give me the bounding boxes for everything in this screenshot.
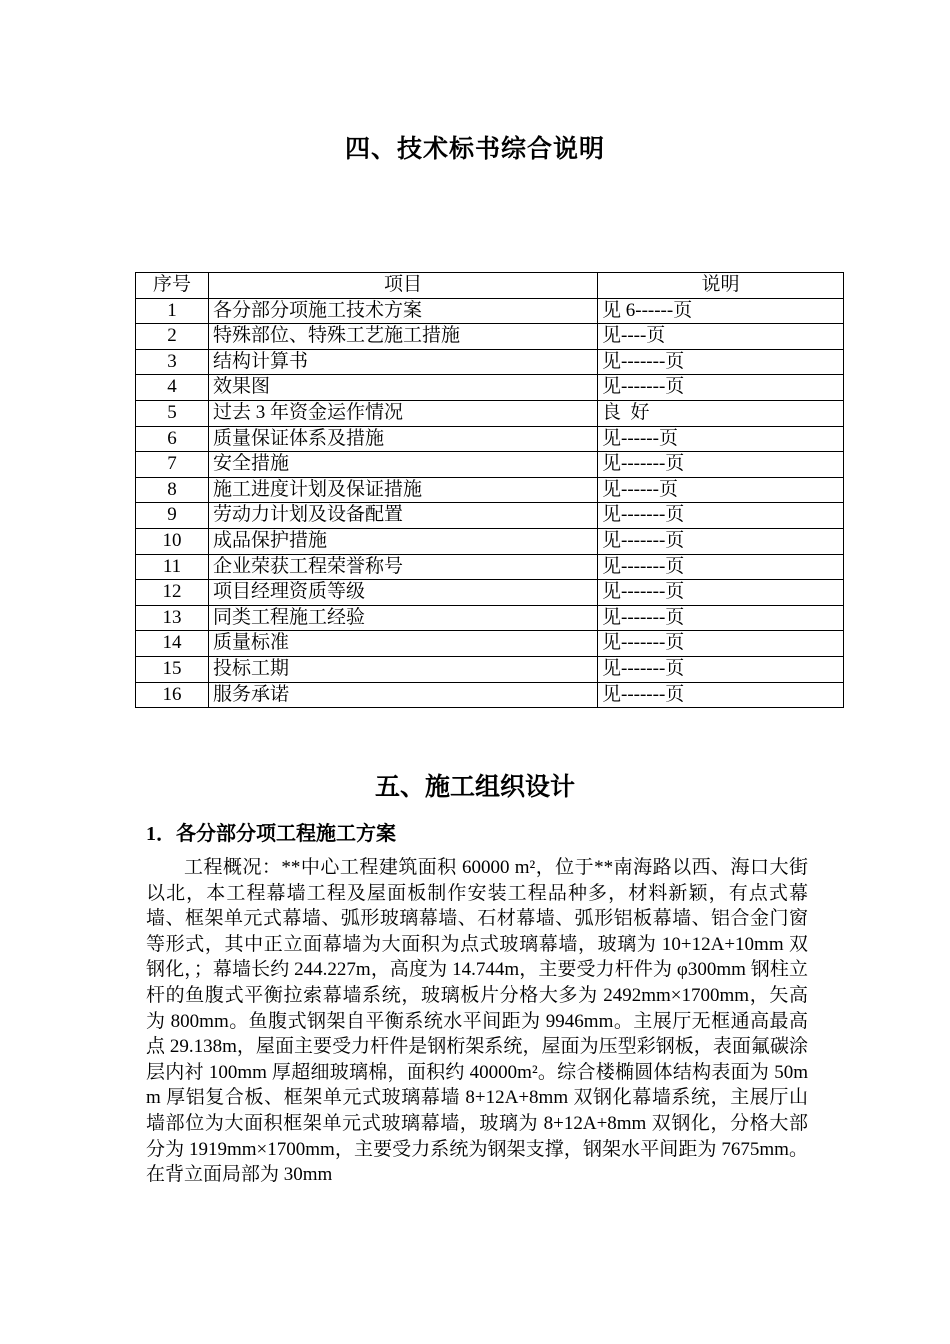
row-note: 见-------页	[598, 375, 844, 401]
table-row	[136, 375, 844, 401]
table-header-row	[136, 273, 844, 299]
table-row	[136, 426, 844, 452]
row-number: 8	[136, 477, 209, 503]
table-row	[136, 452, 844, 478]
row-number: 7	[136, 452, 209, 478]
row-item: 结构计算书	[209, 349, 598, 375]
row-number: 10	[136, 528, 209, 554]
row-item: 企业荣获工程荣誉称号	[209, 554, 598, 580]
row-item: 各分部分项施工技术方案	[209, 298, 598, 324]
row-note: 见-------页	[598, 656, 844, 682]
row-item: 质量保证体系及措施	[209, 426, 598, 452]
table-row	[136, 528, 844, 554]
row-note: 见-------页	[598, 452, 844, 478]
row-item: 劳动力计划及设备配置	[209, 503, 598, 529]
table-row	[136, 503, 844, 529]
table-row	[136, 324, 844, 350]
table-row	[136, 631, 844, 657]
row-item: 过去 3 年资金运作情况	[209, 400, 598, 426]
row-note: 见 6------页	[598, 298, 844, 324]
row-item: 施工进度计划及保证措施	[209, 477, 598, 503]
table-row	[136, 580, 844, 606]
section-title: 五、施工组织设计	[374, 774, 575, 801]
row-item: 质量标准	[209, 631, 598, 657]
table-row	[136, 400, 844, 426]
table-row	[136, 477, 844, 503]
row-item: 投标工期	[209, 656, 598, 682]
row-number: 11	[136, 554, 209, 580]
contents-table	[135, 272, 844, 708]
row-item: 效果图	[209, 375, 598, 401]
row-item: 成品保护措施	[209, 528, 598, 554]
row-item: 服务承诺	[209, 682, 598, 708]
table-row	[136, 656, 844, 682]
row-note: 见------页	[598, 477, 844, 503]
row-note: 见----页	[598, 324, 844, 350]
row-number: 6	[136, 426, 209, 452]
project-overview-paragraph: 工程概况：**中心工程建筑面积 60000 m²，位于**南海路以西、海口大街以北，本工程幕墙工程及屋面板制作安装工程品种多，材料新颖，有点式幕墙、框架单元式幕墙、弧形玻璃幕墙、石材幕墙、弧形铝板幕墙、铝合金门窗等形式，其中正立面幕墙为大面积为点式玻璃幕墙，玻璃为 10+12A+10mm 双钢化，；幕墙长约 244.227m，高度为 14.744m，主要受力杆件为 φ300mm 钢柱立杆的鱼腹式平衡拉索幕墙系统，玻璃板片分格大多为 2492mm×1700mm，矢高为 800mm。鱼腹式钢架自平衡系统水平间距为 9946mm。主展厅无框通高最高点 29.138m，屋面主要受力杆件是钢桁架系统，屋面为压型彩钢板，表面氟碳涂层内衬 100mm 厚超细玻璃棉，面积约 40000m²。综合楼椭圆体结构表面为 50mm 厚铝复合板、框架单元式玻璃幕墙 8+12A+8mm 双钢化幕墙系统，主展厅山墙部位为大面积框架单元式玻璃幕墙，玻璃为 8+12A+8mm 双钢化，分格大部分为 1919mm×1700mm，主要受力系统为钢架支撑，钢架水平间距为 7675mm。在背立面局部为 30mm	[146, 857, 808, 1186]
row-number: 4	[136, 375, 209, 401]
row-note: 见-------页	[598, 682, 844, 708]
table-row	[136, 605, 844, 631]
table-row	[136, 349, 844, 375]
row-number: 14	[136, 631, 209, 657]
row-note: 见-------页	[598, 554, 844, 580]
table-row	[136, 298, 844, 324]
row-number: 15	[136, 656, 209, 682]
row-number: 9	[136, 503, 209, 529]
row-item: 同类工程施工经验	[209, 605, 598, 631]
subsection-title: 1．各分部分项工程施工方案	[146, 823, 396, 845]
header-note: 说明	[598, 273, 844, 299]
header-item: 项目	[209, 273, 598, 299]
row-note: 见-------页	[598, 631, 844, 657]
row-item: 安全措施	[209, 452, 598, 478]
row-number: 13	[136, 605, 209, 631]
row-note: 见-------页	[598, 528, 844, 554]
table-row	[136, 554, 844, 580]
table-row	[136, 682, 844, 708]
row-note: 见-------页	[598, 349, 844, 375]
header-serial-number: 序号	[136, 273, 209, 299]
row-note: 良 好	[598, 400, 844, 426]
row-note: 见-------页	[598, 503, 844, 529]
row-item: 项目经理资质等级	[209, 580, 598, 606]
row-number: 3	[136, 349, 209, 375]
row-note: 见-------页	[598, 580, 844, 606]
row-number: 2	[136, 324, 209, 350]
row-number: 5	[136, 400, 209, 426]
row-number: 12	[136, 580, 209, 606]
page-title: 四、技术标书综合说明	[344, 136, 605, 163]
row-note: 见-------页	[598, 605, 844, 631]
row-number: 1	[136, 298, 209, 324]
row-note: 见------页	[598, 426, 844, 452]
row-number: 16	[136, 682, 209, 708]
row-item: 特殊部位、特殊工艺施工措施	[209, 324, 598, 350]
